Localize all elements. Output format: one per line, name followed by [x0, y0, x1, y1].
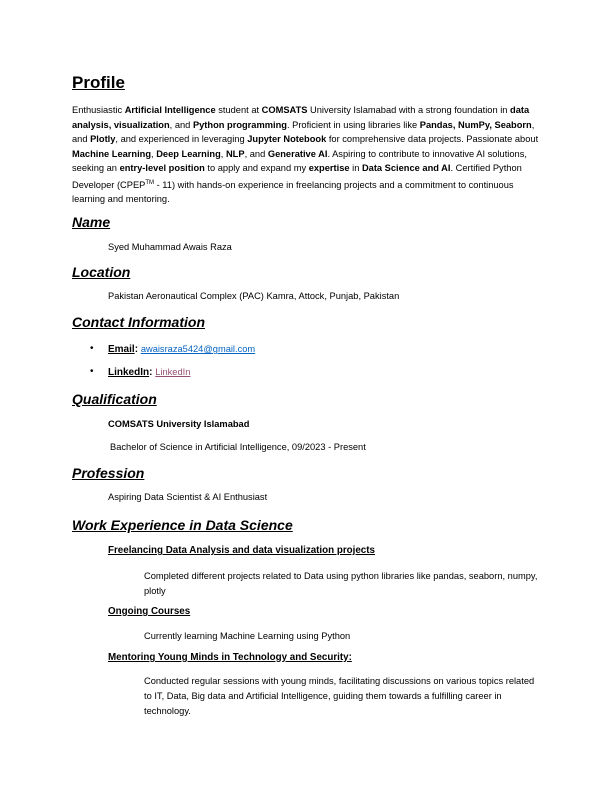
profile-keyword: Generative AI	[267, 148, 328, 159]
linkedin-bullet: •	[90, 366, 94, 377]
profile-keyword: NLP	[225, 148, 245, 159]
linkedin-label: LinkedIn	[108, 367, 150, 378]
linkedin-row	[108, 367, 190, 378]
profile-keyword: data analysis, visualization	[72, 105, 530, 130]
profile-text-segment: for comprehensive data projects. Passionate about	[326, 134, 539, 144]
profile-keyword: Machine Learning	[72, 148, 152, 159]
profile-keyword: entry-level position	[119, 163, 205, 173]
work-item-desc: Conducted regular sessions with young minds, facilitating discussions on various topics related to IT, Data, Big data and Artificial Intelligence, guiding them towards a fulfilling career in technology.	[144, 676, 535, 716]
linkedin-colon: :	[149, 367, 153, 378]
profile-heading: Profile	[72, 73, 125, 92]
name-heading: Name	[72, 214, 111, 230]
email-colon: :	[134, 344, 139, 355]
profession-heading: Profession	[72, 465, 145, 481]
profile-text-segment: ,	[220, 148, 226, 159]
work-heading: Work Experience in Data Science	[72, 517, 293, 533]
profile-keyword: COMSATS	[261, 105, 308, 115]
profile-text-segment: , and	[169, 119, 193, 130]
email-row	[108, 344, 255, 355]
profile-keyword: expertise	[308, 163, 350, 173]
institution: COMSATS University Islamabad	[108, 419, 250, 429]
profile-keyword: Deep Learning	[156, 148, 221, 159]
profile-text-segment: . Proficient in using libraries like	[286, 119, 420, 130]
location-heading: Location	[72, 264, 131, 280]
qualification-heading: Qualification	[72, 391, 157, 407]
email-link[interactable]: awaisraza5424@gmail.com	[140, 344, 256, 354]
profile-keyword: Plotly	[90, 134, 116, 144]
email-bullet: •	[90, 343, 94, 354]
profile-text-segment: in	[349, 163, 362, 173]
profile-text-segment: ,	[151, 148, 157, 159]
work-item-desc: Currently learning Machine Learning using Python	[144, 631, 351, 641]
profile-text-segment: . Certified Python Developer (CPEP	[72, 163, 522, 190]
work-item-desc: Completed different projects related to Data using python libraries like pandas, seaborn, numpy, plotly	[144, 571, 538, 596]
name-value: Syed Muhammad Awais Raza	[108, 242, 232, 252]
profession-value: Aspiring Data Scientist & AI Enthusiast	[108, 492, 268, 502]
profile-text-segment: student at	[215, 105, 262, 115]
profile-summary	[72, 103, 544, 207]
profile-text-segment: to apply and expand my	[204, 163, 309, 173]
profile-keyword: Pandas, NumPy, Seaborn	[419, 119, 532, 130]
profile-keyword: Data Science and AI	[361, 163, 451, 173]
email-label: Email	[108, 344, 135, 355]
profile-keyword: Python programming	[192, 119, 287, 130]
profile-text-segment: , and experienced in leveraging	[115, 134, 248, 144]
profile-text-segment: - 11) with hands-on experience in freelancing projects and a commitment to continuous learning and mentoring.	[72, 179, 514, 205]
profile-text-segment: . Aspiring to contribute to innovative AI solutions, seeking an	[72, 148, 527, 173]
profile-keyword: Jupyter Notebook	[247, 134, 327, 144]
degree: Bachelor of Science in Artificial Intelligence, 09/2023 - Present	[110, 442, 366, 452]
profile-text-segment: , and	[244, 148, 268, 159]
work-item-title: Freelancing Data Analysis and data visualization projects	[108, 545, 375, 556]
profile-text-segment: University Islamabad with a strong foundation in	[307, 105, 511, 115]
profile-text-segment: TM	[145, 179, 155, 186]
work-item-title: Ongoing Courses	[108, 606, 191, 617]
profile-text-segment: Enthusiastic	[72, 105, 125, 115]
linkedin-link[interactable]: LinkedIn	[155, 367, 191, 377]
profile-keyword: Artificial Intelligence	[124, 105, 216, 115]
work-item-title: Mentoring Young Minds in Technology and Security:	[108, 652, 352, 663]
contact-heading: Contact Information	[72, 314, 205, 330]
location-value: Pakistan Aeronautical Complex (PAC) Kamra, Attock, Punjab, Pakistan	[108, 291, 400, 301]
profile-text-segment: , and	[72, 119, 535, 144]
